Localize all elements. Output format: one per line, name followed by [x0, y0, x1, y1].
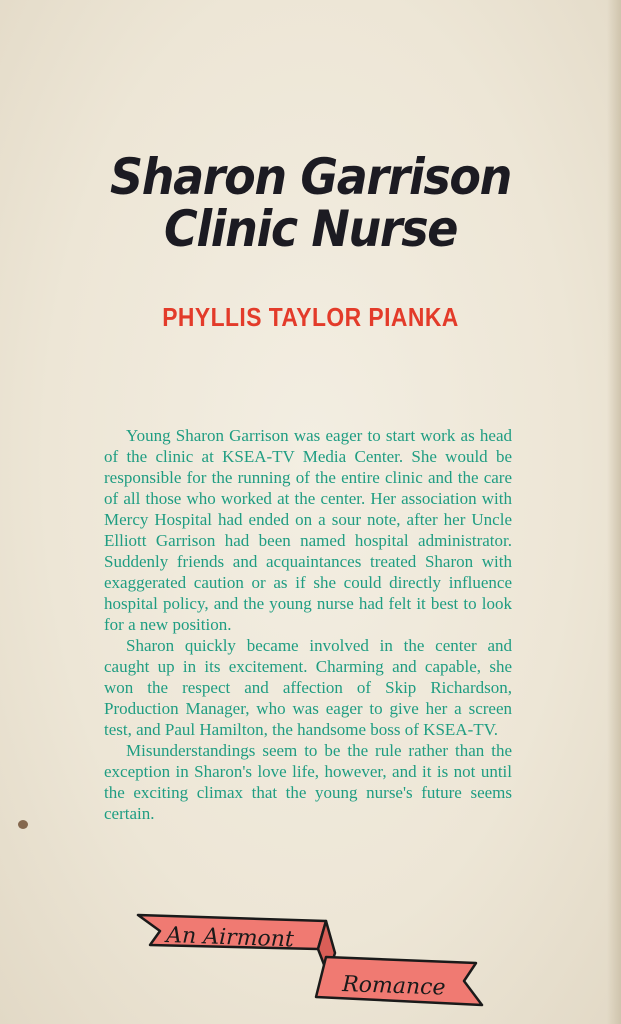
- blurb-text: [104, 425, 512, 824]
- blurb-paragraph: Young Sharon Garrison was eager to start work as head of the clinic at KSEA-TV Media Center. She would be responsible for the running of the entire clinic and the care of all those who worked at the center. Her association with Mercy Hospital had ended on a sour note, after her Uncle Elliott Garrison had been named hospital administrator. Suddenly friends and acquaintances treated Sharon with exaggerated caution or as if she could directly influence hospital policy, and the young nurse had felt it best to look for a new position.: [104, 426, 512, 634]
- blurb-paragraph: Sharon quickly became involved in the center and caught up in its excitement. Charming and capable, she won the respect and affection of Skip Richardson, Production Manager, who was eager to give her a screen test, and Paul Hamilton, the handsome boss of KSEA-TV.: [104, 636, 512, 739]
- book-title-line2: Clinic Nurse: [163, 200, 458, 258]
- page-edge-shadow: [607, 0, 621, 1024]
- imprint-line2: Romance: [341, 972, 446, 1001]
- blurb-paragraph: Misunderstandings seem to be the rule rather than the exception in Sharon's love life, however, and it is not until the exciting climax that the young nurse's future seems certain.: [104, 741, 512, 823]
- imprint-line1: An Airmont: [165, 923, 295, 953]
- author-name: PHYLLIS TAYLOR PIANKA: [162, 302, 459, 332]
- stain-mark: [18, 820, 28, 829]
- imprint-banner: [130, 905, 490, 1015]
- book-title-line1: Sharon Garrison: [110, 148, 511, 206]
- ribbon-banner-graphic: [130, 905, 490, 1015]
